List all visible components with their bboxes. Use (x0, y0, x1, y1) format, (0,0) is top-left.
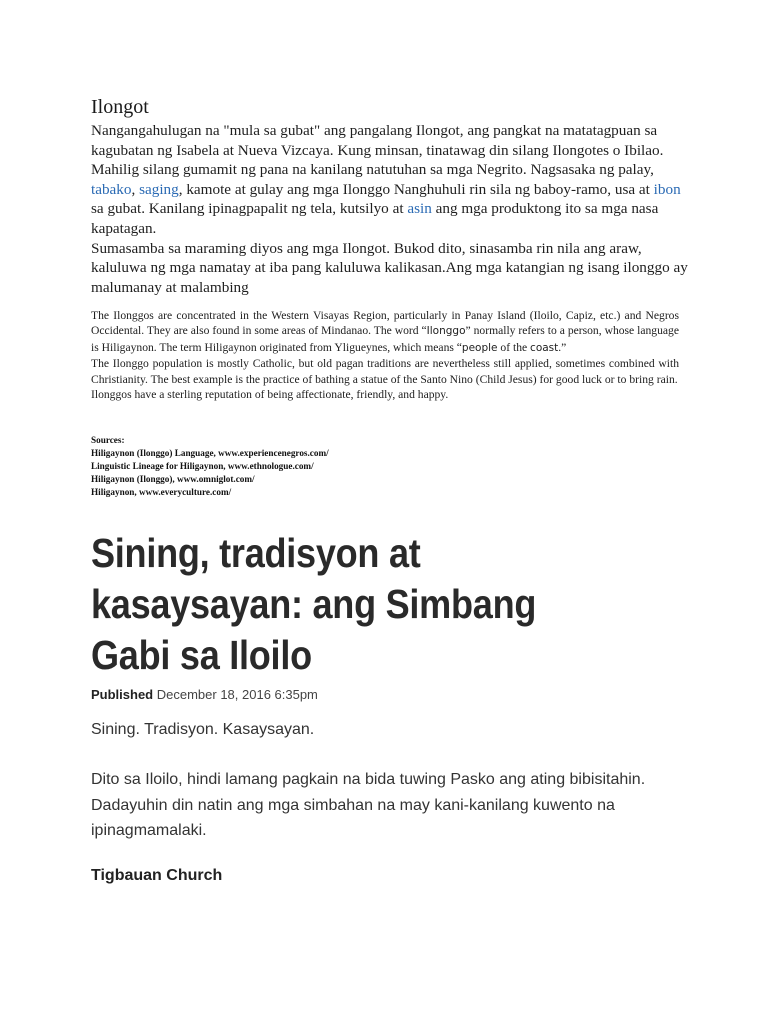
text-run: , (131, 180, 140, 198)
text-run: ” normally refers to a person, whose language is Hiligaynon. The term Hiligaynon originated from Yligueynes, which means “ (91, 324, 679, 354)
article-headline: Sining, tradisyon at kasaysayan: ang Simbang Gabi sa Iloilo (91, 530, 537, 678)
text-run: of the (497, 340, 531, 354)
source-item: Hiligaynon, www.everyculture.com/ (91, 487, 232, 497)
text-run: Sumasamba sa maraming diyos ang mga Ilongot. Bukod dito, sinasamba rin nila ang araw, kaluluwa ng mga namatay at iba pang kaluluwa kalikasan.Ang mga katangian ng isang ilonggo ay malumanay at malambing (91, 239, 688, 296)
text-run: The Ilonggo population is mostly Catholic, but old pagan traditions are nevertheless still applied, sometimes combined with Christianity. The best example is the practice of bathing a statue of the Santo Nino (Child Jesus) for good luck or to bring rain. (91, 357, 679, 386)
article-body: Dito sa Iloilo, hindi lamang pagkain na bida tuwing Pasko ang ating bibisitahin. Dadayuhin din natin ang mga simbahan na may kani-kanilang kuwento na ipinagmamalaki. (91, 771, 646, 839)
text-run: coast (530, 341, 559, 354)
article-meta (91, 687, 318, 702)
article-lead: Sining. Tradisyon. Kasaysayan. (91, 721, 315, 738)
text-run: Ilonggos have a sterling reputation of being affectionate, friendly, and happy. (91, 388, 449, 402)
source-item: Hiligaynon (Ilonggo) Language, www.experiencenegros.com/ (91, 448, 329, 458)
link-asin[interactable]: asin (407, 200, 432, 218)
source-item: Linguistic Lineage for Hiligaynon, www.ethnologue.com/ (91, 461, 314, 471)
text-run: Ilonggo (426, 325, 466, 338)
text-run: ang mga produktong ito sa mga nasa kapatagan. (91, 200, 659, 237)
sources-list (91, 434, 329, 499)
link-saging[interactable]: saging (139, 180, 179, 198)
text-run: Nangangahulugan na "mula sa gubat" ang pangalang Ilongot, ang pangkat na matatagpuan sa kagubatan ng Isabela at Nueva Vizcaya. Kung minsan, tinatawag din silang Ilongotes o Ibilao. Mahilig silang gumamit ng pana na kanilang natutuhan sa mga Negrito. Nagsasaka ng palay, (91, 122, 664, 179)
text-run: people (461, 341, 498, 354)
text-run: .” (558, 340, 567, 354)
text-run: The Ilonggos are concentrated in the Western Visayas Region, particularly in Panay Island (Iloilo, Capiz, etc.) and Negros Occidental. They are also found in some areas of Mindanao. The word “ (91, 309, 679, 338)
link-ibon[interactable]: ibon (653, 180, 681, 198)
ilongot-paragraph (91, 121, 691, 297)
sources-heading: Sources: (91, 435, 125, 445)
article-subheading: Tigbauan Church (91, 867, 223, 884)
ilonggo-paragraph (91, 308, 679, 402)
source-item: Hiligaynon (Ilonggo), www.omniglot.com/ (91, 474, 255, 484)
published-label: Published (91, 687, 154, 702)
link-tabako[interactable]: tabako (91, 180, 132, 198)
published-date: December 18, 2016 6:35pm (153, 687, 318, 702)
text-run: , kamote at gulay ang mga Ilonggo Nanghuhuli rin sila ng baboy-ramo, usa at (178, 180, 654, 198)
section-title-ilongot: Ilongot (91, 96, 149, 118)
text-run: sa gubat. Kanilang ipinagpapalit ng tela, kutsilyo at (91, 200, 408, 218)
